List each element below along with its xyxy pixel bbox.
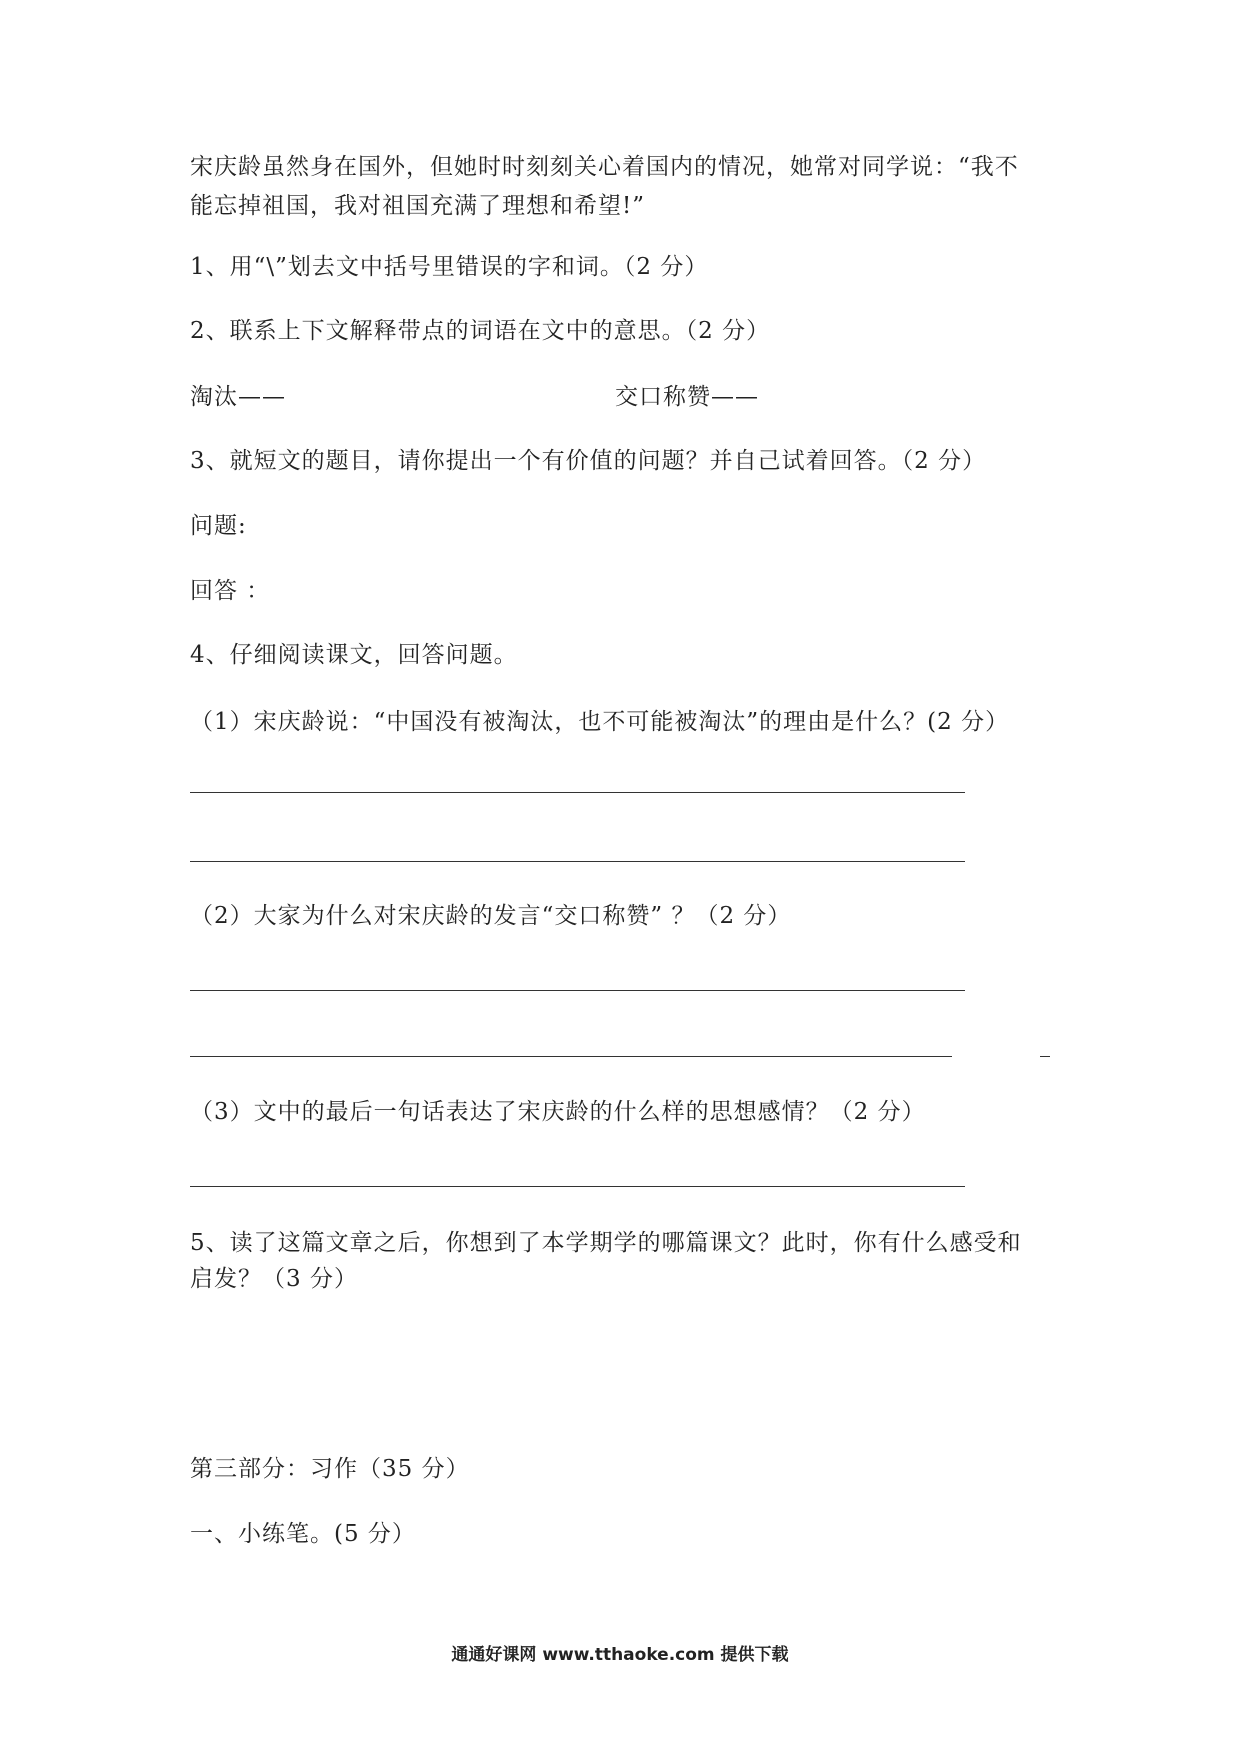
stray-dash	[1040, 1056, 1050, 1057]
question-2: 2、联系上下文解释带点的词语在文中的意思。（2 分）	[190, 318, 771, 344]
question-4-1: （1）宋庆龄说：“中国没有被淘汰，也不可能被淘汰”的理由是什么？(2 分）	[190, 709, 1010, 735]
answer-blank[interactable]	[190, 990, 965, 991]
question-5-line-1: 5、读了这篇文章之后，你想到了本学期学的哪篇课文？此时，你有什么感受和	[190, 1230, 1022, 1256]
question-4-3: （3）文中的最后一句话表达了宋庆龄的什么样的思想感情？（2 分）	[190, 1099, 926, 1125]
answer-blank[interactable]	[190, 861, 965, 862]
answer-label: 回答 ：	[190, 578, 271, 604]
question-4-2: （2）大家为什么对宋庆龄的发言“交口称赞” ？（2 分）	[190, 903, 792, 929]
passage-line-2: 能忘掉祖国，我对祖国充满了理想和希望!”	[190, 193, 646, 219]
term-jiaokouchengzan: 交口称赞——	[615, 384, 759, 410]
part-3-item-1: 一、小练笔。(5 分）	[190, 1521, 416, 1547]
answer-blank[interactable]	[190, 1186, 965, 1187]
question-4: 4、仔细阅读课文，回答问题。	[190, 642, 518, 668]
answer-blank[interactable]	[190, 1056, 952, 1057]
question-1: 1、用“\”划去文中括号里错误的字和词。（2 分）	[190, 254, 709, 280]
footer-credit: 通通好课网 www.tthaoke.com 提供下载	[451, 1645, 789, 1665]
passage-line-1: 宋庆龄虽然身在国外，但她时时刻刻关心着国内的情况，她常对同学说：“我不	[190, 154, 1019, 180]
answer-blank[interactable]	[190, 792, 965, 793]
question-5-line-2: 启发？（3 分）	[190, 1266, 358, 1292]
question-label: 问题:	[190, 513, 247, 539]
question-3: 3、就短文的题目，请你提出一个有价值的问题？并自己试着回答。（2 分）	[190, 448, 987, 474]
term-taotai: 淘汰——	[190, 384, 286, 410]
part-3-title: 第三部分：习作（35 分）	[190, 1456, 470, 1482]
